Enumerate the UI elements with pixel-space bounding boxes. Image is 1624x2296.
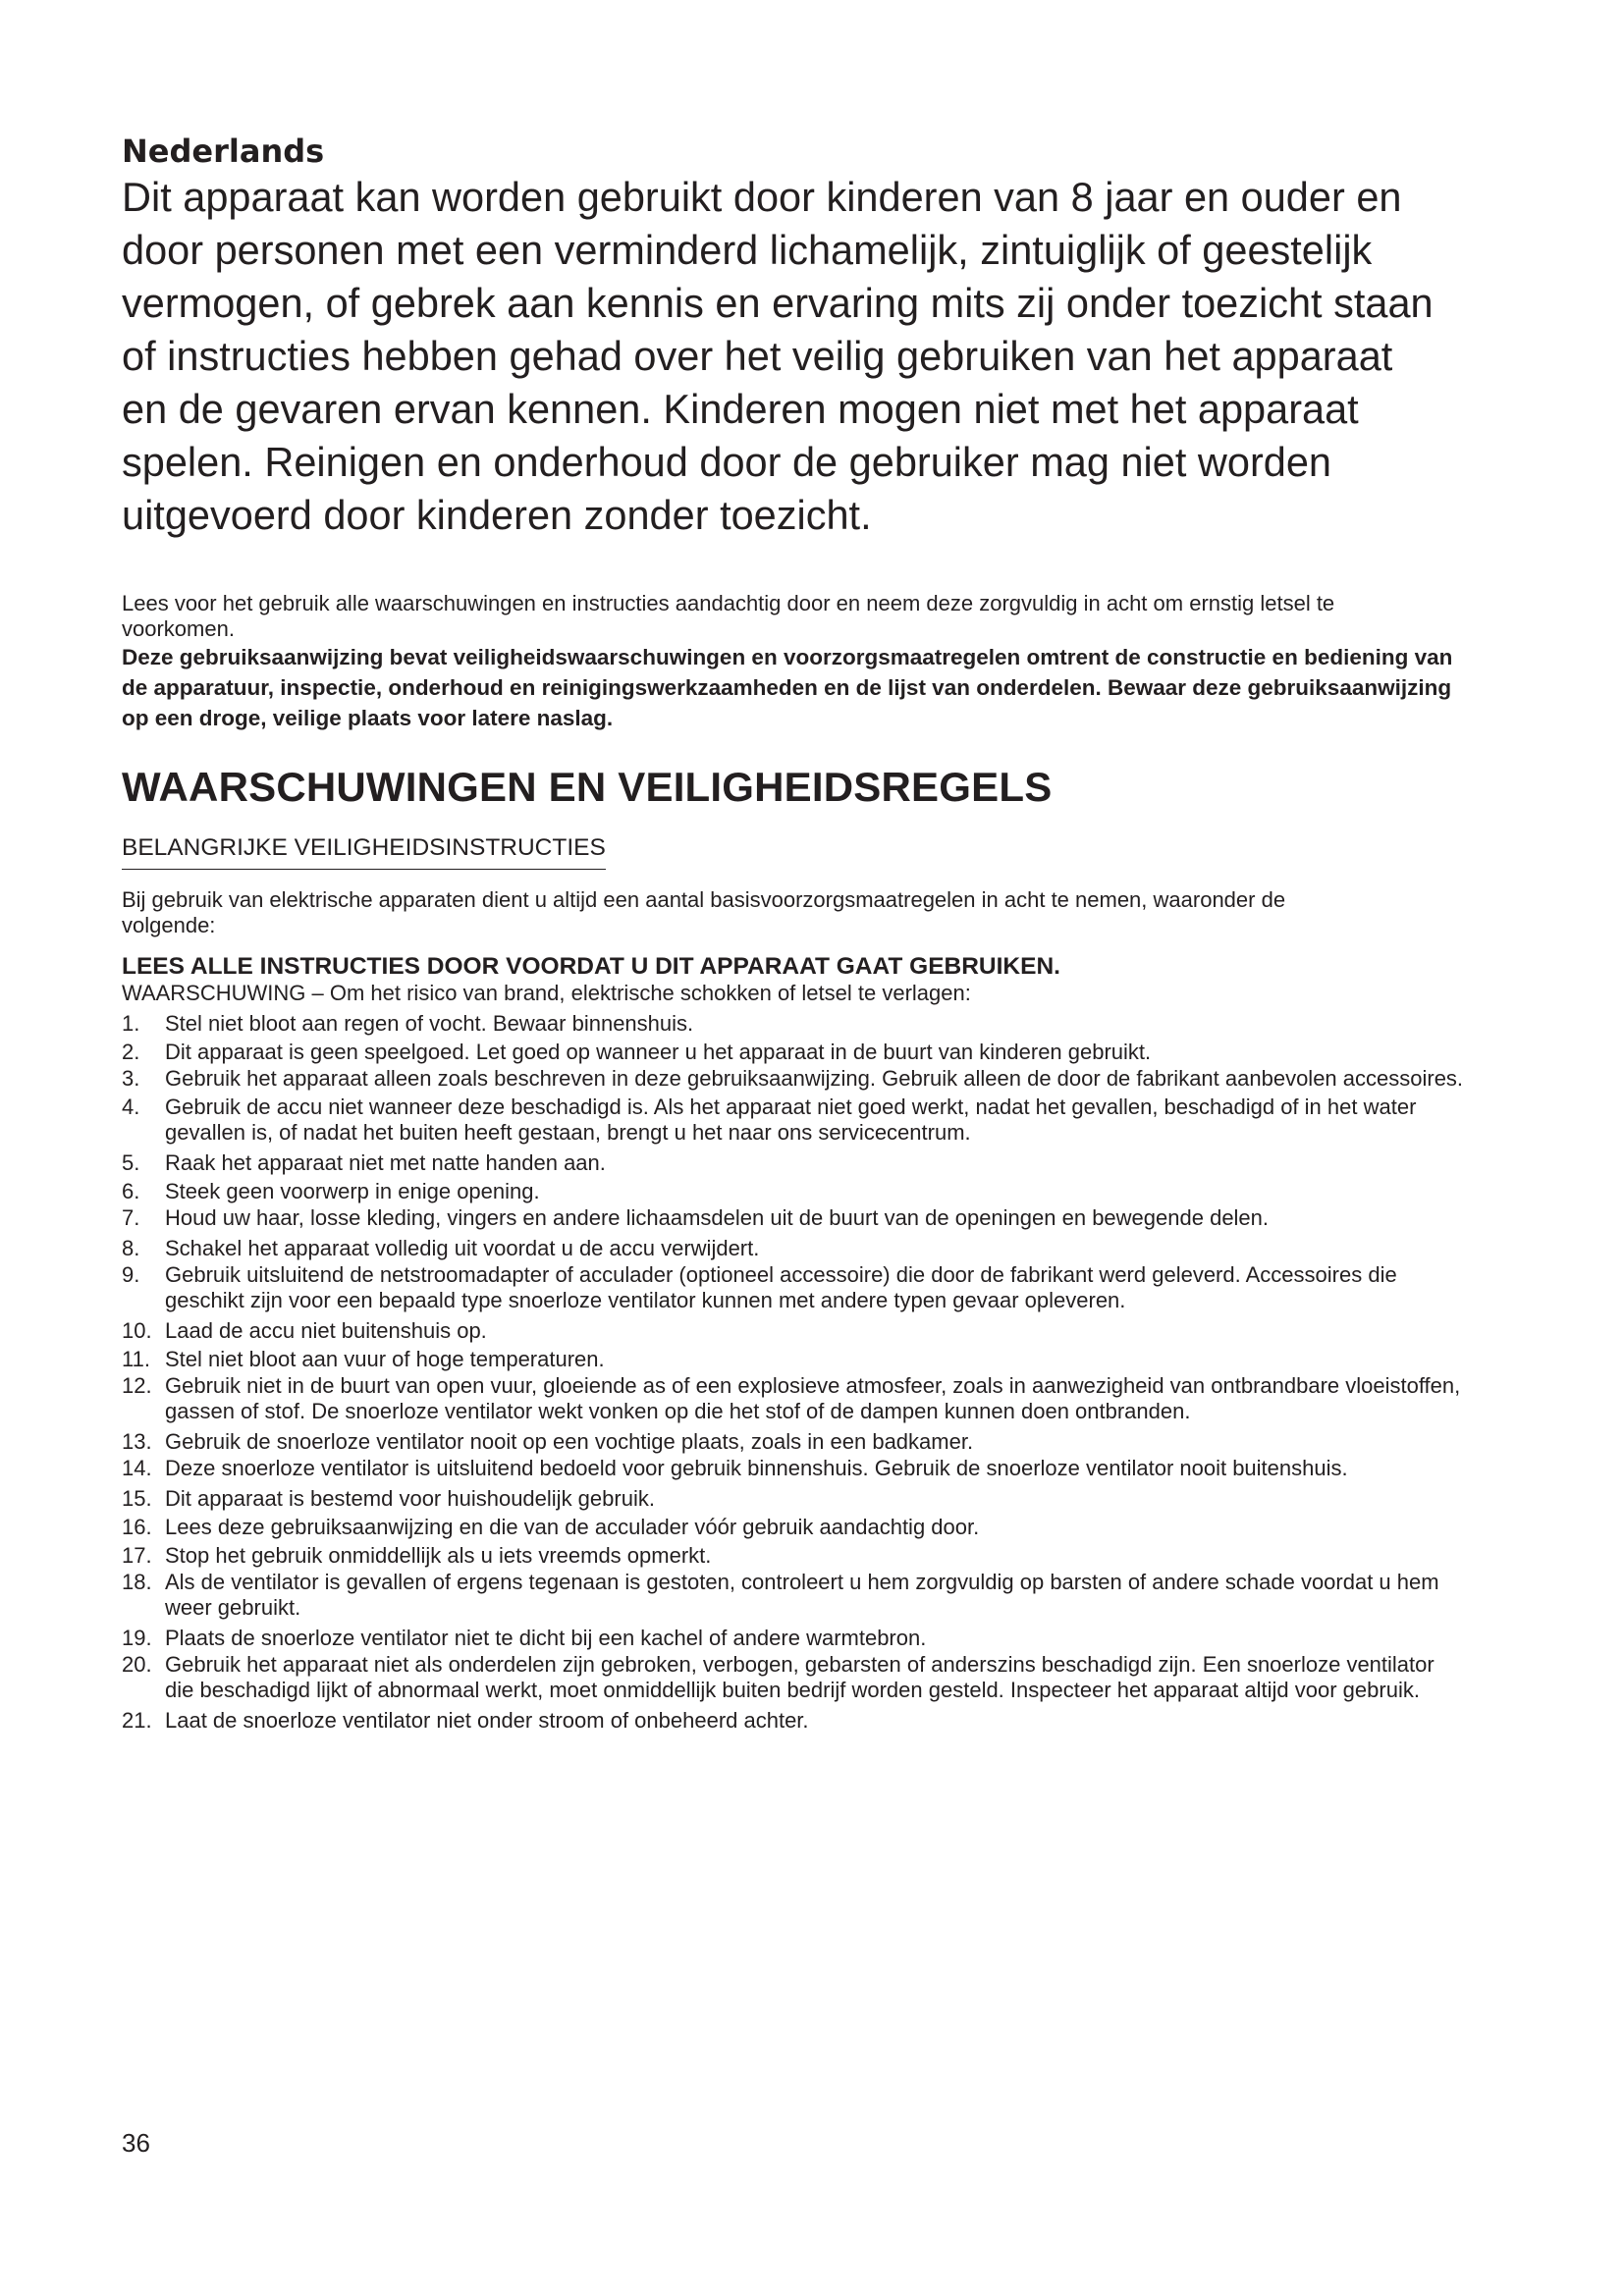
item-text: Raak het apparaat niet met natte handen aan. <box>165 1150 606 1175</box>
list-item <box>122 1066 1467 1092</box>
item-text: Steek geen voorwerp in enige opening. <box>165 1179 540 1203</box>
item-text: Gebruik uitsluitend de netstroomadapter of acculader (optioneel accessoire) die door de fabrikant werd geleverd. Accessoires die geschikt zijn voor een bepaald type snoerloze ventilator kunnen met andere typen gevaar opleveren. <box>165 1262 1397 1312</box>
list-item <box>122 1316 1467 1345</box>
intro-bold-paragraph: Deze gebruiksaanwijzing bevat veiligheidswaarschuwingen en voorzorgsmaatregelen omtrent de constructie en bediening van de apparatuur, inspectie, onderhoud en reinigingswerkzaamheden en de lijst van onderdelen. Bewaar deze gebruiksaanwijzing op een droge, veilige plaats voor latere naslag. <box>122 645 1453 730</box>
item-text: Lees deze gebruiksaanwijzing en die van de acculader vóór gebruik aandachtig door. <box>165 1515 980 1539</box>
item-number: 3. <box>122 1066 140 1091</box>
item-number: 14. <box>122 1456 152 1480</box>
item-text: Gebruik het apparaat alleen zoals beschreven in deze gebruiksaanwijzing. Gebruik alleen de door de fabrikant aanbevolen accessoires. <box>165 1066 1464 1091</box>
list-item <box>122 1148 1467 1177</box>
list-item <box>122 1427 1467 1456</box>
item-number: 13. <box>122 1429 152 1454</box>
list-item <box>122 1456 1467 1481</box>
item-number: 20. <box>122 1652 152 1677</box>
item-text: Stel niet bloot aan vuur of hoge temperaturen. <box>165 1347 605 1371</box>
warning-line: WAARSCHUWING – Om het risico van brand, elektrische schokken of letsel te verlagen: <box>122 981 971 1005</box>
item-text: Plaats de snoerloze ventilator niet te dicht bij een kachel of andere warmtebron. <box>165 1626 927 1650</box>
list-item <box>122 1095 1467 1146</box>
list-item <box>122 1373 1467 1424</box>
item-text: Houd uw haar, losse kleding, vingers en andere lichaamsdelen uit de buurt van de openingen en bewegende delen. <box>165 1205 1270 1230</box>
item-number: 2. <box>122 1040 140 1064</box>
list-item <box>122 1541 1467 1570</box>
item-number: 9. <box>122 1262 140 1287</box>
list-item <box>122 1652 1467 1703</box>
item-number: 7. <box>122 1205 140 1230</box>
list-item <box>122 1484 1467 1513</box>
list-item <box>122 1009 1467 1038</box>
list-item <box>122 1345 1467 1373</box>
list-item <box>122 1513 1467 1541</box>
item-text: Gebruik de snoerloze ventilator nooit op een vochtige plaats, zoals in een badkamer. <box>165 1429 974 1454</box>
item-number: 4. <box>122 1095 140 1119</box>
list-item <box>122 1038 1467 1066</box>
list-item <box>122 1624 1467 1652</box>
item-text: Laat de snoerloze ventilator niet onder stroom of onbeheerd achter. <box>165 1708 809 1733</box>
page-content <box>122 132 1464 1735</box>
item-number: 19. <box>122 1626 152 1650</box>
safety-instructions-list <box>122 1009 1467 1735</box>
item-number: 5. <box>122 1150 140 1175</box>
children-warning-paragraph: Dit apparaat kan worden gebruikt door kinderen van 8 jaar en ouder en door personen met een verminderd lichamelijk, zintuiglijk of geestelijk vermogen, of gebrek aan kennis en ervaring mits zij onder toezicht staan of instructies hebben gehad over het veilig gebruiken van het apparaat en de gevaren ervan kennen. Kinderen mogen niet met het apparaat spelen. Reinigen en onderhoud door de gebruiker mag niet worden uitgevoerd door kinderen zonder toezicht. <box>122 174 1434 538</box>
item-number: 12. <box>122 1373 152 1398</box>
item-text: Deze snoerloze ventilator is uitsluitend bedoeld voor gebruik binnenshuis. Gebruik de snoerloze ventilator nooit buitenshuis. <box>165 1456 1348 1480</box>
item-text: Dit apparaat is bestemd voor huishoudelijk gebruik. <box>165 1486 655 1511</box>
item-text: Gebruik de accu niet wanneer deze beschadigd is. Als het apparaat niet goed werkt, nadat het gevallen, beschadigd of in het water gevallen is, of nadat het buiten heeft gestaan, brengt u het naar ons servicecentrum. <box>165 1095 1417 1145</box>
page-number: 36 <box>122 2128 150 2158</box>
item-number: 8. <box>122 1236 140 1260</box>
item-number: 11. <box>122 1347 150 1371</box>
item-text: Schakel het apparaat volledig uit voordat u de accu verwijdert. <box>165 1236 760 1260</box>
list-item <box>122 1262 1467 1313</box>
item-text: Gebruik niet in de buurt van open vuur, gloeiende as of een explosieve atmosfeer, zoals in aanwezigheid van ontbrandbare vloeistoffen, gassen of stof. De snoerloze ventilator wekt vonken op die het stof of de dampen kunnen doen ontbranden. <box>165 1373 1461 1423</box>
list-item <box>122 1205 1467 1231</box>
lead-paragraph: Bij gebruik van elektrische apparaten dient u altijd een aantal basisvoorzorgsmaatregelen in acht te nemen, waaronder de volgende: <box>122 887 1286 937</box>
item-text: Laad de accu niet buitenshuis op. <box>165 1318 487 1343</box>
intro-block <box>122 591 1457 733</box>
item-number: 15. <box>122 1486 152 1511</box>
item-text: Stop het gebruik onmiddellijk als u iets vreemds opmerkt. <box>165 1543 712 1568</box>
list-item <box>122 1706 1467 1735</box>
item-number: 17. <box>122 1543 152 1568</box>
list-item <box>122 1234 1467 1262</box>
list-item <box>122 1177 1467 1205</box>
item-text: Gebruik het apparaat niet als onderdelen zijn gebroken, verbogen, gebarsten of anderszins beschadigd zijn. Een snoerloze ventilator die beschadigd lijkt of abnormaal werkt, moet onmiddellijk buiten bedrijf worden gesteld. Inspecteer het apparaat altijd voor gebruik. <box>165 1652 1435 1702</box>
item-number: 1. <box>122 1011 140 1036</box>
section-title: WAARSCHUWINGEN EN VEILIGHEIDSREGELS <box>122 764 1053 810</box>
item-number: 6. <box>122 1179 140 1203</box>
subsection-title: BELANGRIJKE VEILIGHEIDSINSTRUCTIES <box>122 833 606 870</box>
item-number: 16. <box>122 1515 152 1539</box>
item-text: Dit apparaat is geen speelgoed. Let goed op wanneer u het apparaat in de buurt van kinderen gebruikt. <box>165 1040 1152 1064</box>
list-item <box>122 1570 1467 1621</box>
item-text: Stel niet bloot aan regen of vocht. Bewaar binnenshuis. <box>165 1011 694 1036</box>
item-text: Als de ventilator is gevallen of ergens tegenaan is gestoten, controleert u hem zorgvuldig op barsten of andere schade voordat u hem weer gebruikt. <box>165 1570 1439 1620</box>
read-all-instructions-heading: LEES ALLE INSTRUCTIES DOOR VOORDAT U DIT APPARAAT GAAT GEBRUIKEN. <box>122 953 1060 980</box>
language-heading: Nederlands <box>122 133 325 170</box>
item-number: 10. <box>122 1318 152 1343</box>
item-number: 18. <box>122 1570 152 1594</box>
intro-paragraph: Lees voor het gebruik alle waarschuwingen en instructies aandachtig door en neem deze zorgvuldig in acht om ernstig letsel te voorkomen. <box>122 591 1335 641</box>
item-number: 21. <box>122 1708 152 1733</box>
